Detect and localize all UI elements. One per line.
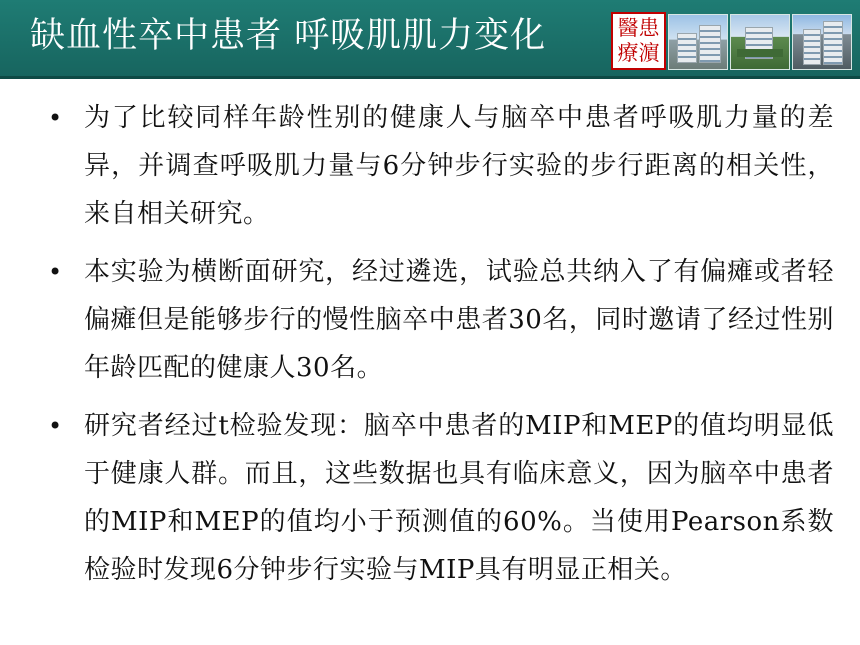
bullet-icon: • [48,412,63,440]
hospital-building-photo [792,14,852,70]
list-item [44,402,834,594]
hospital-logo [611,12,666,70]
logo-text: 醫患療濵 [617,16,660,65]
bullet-text: 本实验为横断面研究，经过遴选，试验总共纳入了有偏瘫或者轻偏瘫但是能够步行的慢性脑卒中患者30名，同时邀请了经过性别年龄匹配的健康人30名。 [84,257,834,383]
slide-title: 缺血性卒中患者 呼吸肌肌力变化 [30,16,547,56]
bullet-text: 研究者经过t检验发现：脑卒中患者的MIP和MEP的值均明显低于健康人群。而且，这些数据也具有临床意义，因为脑卒中患者的MIP和MEP的值均小于预测值的60%。当使用Pearson系数检验时发现6分钟步行实验与MIP具有明显正相关。 [84,411,834,585]
title-bar [0,0,860,79]
bullet-list [44,94,834,604]
list-item [44,248,834,392]
bullet-icon: • [48,104,63,132]
hospital-building-photo [730,14,790,70]
hospital-building-photo [668,14,728,70]
list-item [44,94,834,238]
bullet-text: 为了比较同样年龄性别的健康人与脑卒中患者呼吸肌力量的差异，并调查呼吸肌力量与6分钟步行实验的步行距离的相关性，来自相关研究。 [84,103,834,229]
bullet-icon: • [48,258,63,286]
